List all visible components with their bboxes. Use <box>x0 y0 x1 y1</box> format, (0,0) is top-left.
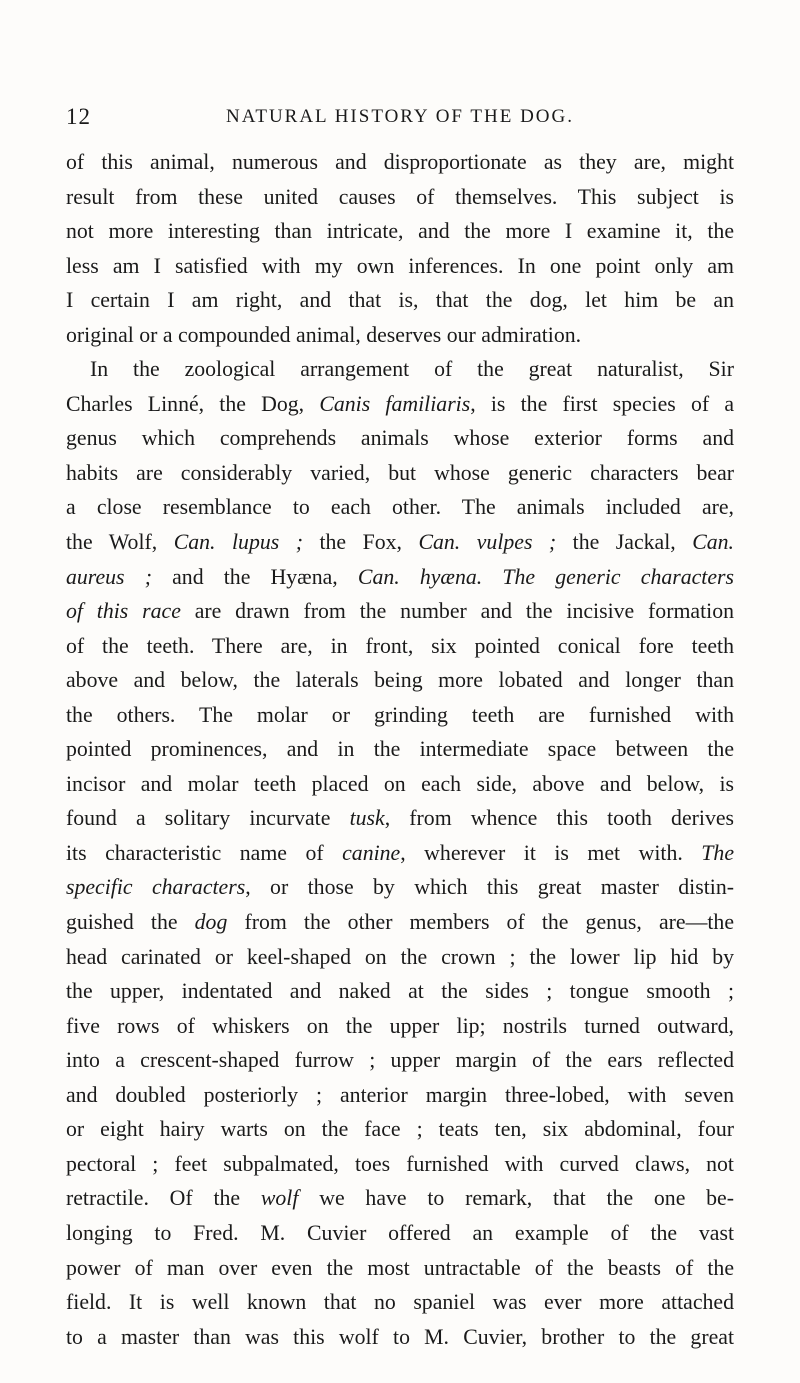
text-run: incisor and molar teeth placed on each side, above and below, is <box>66 771 734 796</box>
text-line <box>66 456 734 491</box>
italic-text: The generic characters <box>502 564 734 589</box>
italic-text: specific characters <box>66 875 246 900</box>
italic-text: Can. <box>692 530 734 555</box>
text-run: a close resemblance to each other. The animals included are, <box>66 495 734 520</box>
italic-text: canine <box>342 840 401 865</box>
text-line <box>66 1009 734 1044</box>
italic-text: dog <box>194 910 228 935</box>
text-run: habits are considerably varied, but whose generic characters bear <box>66 460 734 485</box>
text-line <box>66 940 734 975</box>
text-line <box>66 283 734 318</box>
text-run: and the Hyæna, <box>151 564 358 589</box>
text-run: In the zoological arrangement of the great naturalist, Sir <box>90 357 734 382</box>
text-line <box>66 1147 734 1182</box>
text-run: above and below, the laterals being more lobated and longer than <box>66 668 734 693</box>
text-run: the upper, indentated and naked at the sides ; tongue smooth ; <box>66 979 734 1004</box>
text-line <box>66 1112 734 1147</box>
italic-text: wolf <box>260 1186 299 1211</box>
text-line <box>66 801 734 836</box>
text-line <box>66 490 734 525</box>
text-line <box>66 1043 734 1078</box>
text-run: field. It is well known that no spaniel was ever more attached <box>66 1290 734 1315</box>
text-line <box>66 905 734 940</box>
text-run: genus which comprehends animals whose exterior forms and <box>66 426 734 451</box>
text-line <box>66 870 734 905</box>
text-line <box>66 421 734 456</box>
text-run: the Fox, <box>302 530 419 555</box>
text-run: into a crescent-shaped furrow ; upper margin of the ears reflected <box>66 1048 734 1073</box>
text-line <box>66 318 734 353</box>
italic-text: tusk <box>349 806 385 831</box>
running-head <box>66 104 734 134</box>
page-number: 12 <box>66 104 91 129</box>
text-line <box>66 1216 734 1251</box>
text-line <box>66 663 734 698</box>
text-run: pointed prominences, and in the intermediate space between the <box>66 737 734 762</box>
italic-text: The <box>701 840 734 865</box>
italic-text: aureus ; <box>66 564 152 589</box>
text-run: the others. The molar or grinding teeth are furnished with <box>66 702 734 727</box>
text-line <box>66 698 734 733</box>
text-run: not more interesting than intricate, and the more I examine it, the <box>66 219 734 244</box>
text-run: pectoral ; feet subpalmated, toes furnished with curved claws, not <box>66 1151 734 1176</box>
text-run <box>482 565 502 589</box>
text-line <box>66 732 734 767</box>
text-run: the Wolf, <box>66 530 174 555</box>
text-line <box>66 352 734 387</box>
text-run: I certain I am right, and that is, that the dog, let him be an <box>66 288 734 313</box>
text-run: retractile. Of the <box>66 1186 261 1211</box>
text-run: less am I satisfied with my own inferences. In one point only am <box>66 253 734 278</box>
text-line <box>66 560 734 595</box>
text-run: power of man over even the most untractable of the beasts of the <box>66 1255 734 1280</box>
text-line <box>66 1078 734 1113</box>
text-line <box>66 594 734 629</box>
text-run: and doubled posteriorly ; anterior margin three-lobed, with seven <box>66 1082 734 1107</box>
italic-text: Can. hyæna. <box>357 564 483 589</box>
text-line <box>66 836 734 871</box>
text-line <box>66 629 734 664</box>
running-title: NATURAL HISTORY OF THE DOG. <box>226 106 574 127</box>
text-run: five rows of whiskers on the upper lip; nostrils turned outward, <box>66 1013 734 1038</box>
text-run: or eight hairy warts on the face ; teats ten, six abdominal, four <box>66 1117 734 1142</box>
text-run: of this animal, numerous and disproportionate as they are, might <box>66 150 734 174</box>
text-run: to a master than was this wolf to M. Cuvier, brother to the great <box>66 1324 734 1349</box>
text-line <box>66 180 734 215</box>
text-run: , from whence this tooth derives <box>384 806 734 831</box>
text-run: , or those by which this great master distin- <box>245 875 734 900</box>
italic-text: of this race <box>66 599 181 624</box>
text-run: of the teeth. There are, in front, six pointed conical fore teeth <box>66 633 734 658</box>
italic-text: Can. lupus ; <box>173 530 303 555</box>
body-text <box>66 145 734 1354</box>
text-line <box>66 1320 734 1355</box>
text-line <box>66 387 734 422</box>
text-line <box>66 145 734 180</box>
italic-text: Can. vulpes ; <box>418 530 557 555</box>
text-run: result from these united causes of themselves. This subject is <box>66 184 734 209</box>
text-run: found a solitary incurvate <box>66 806 350 831</box>
text-run: its characteristic name of <box>66 840 343 865</box>
text-run: are drawn from the number and the incisive formation <box>180 599 734 624</box>
text-line <box>66 249 734 284</box>
text-run: longing to Fred. M. Cuvier offered an example of the vast <box>66 1220 734 1245</box>
text-run: Charles Linné, the Dog, <box>66 391 320 416</box>
text-run: , is the first species of a <box>470 391 734 416</box>
text-run: we have to remark, that the one be- <box>298 1186 734 1211</box>
text-line <box>66 1181 734 1216</box>
text-line <box>66 1285 734 1320</box>
text-line <box>66 1251 734 1286</box>
text-line <box>66 767 734 802</box>
text-run: head carinated or keel-shaped on the crown ; the lower lip hid by <box>66 944 734 969</box>
italic-text: Canis familiaris <box>319 391 471 416</box>
text-line <box>66 525 734 560</box>
text-line <box>66 974 734 1009</box>
text-run: original or a compounded animal, deserves our admiration. <box>66 322 582 347</box>
text-run: guished the <box>66 910 195 935</box>
text-run: , wherever it is met with. <box>400 840 702 865</box>
text-run: the Jackal, <box>556 530 693 555</box>
text-line <box>66 214 734 249</box>
text-run: from the other members of the genus, are—the <box>227 910 734 935</box>
